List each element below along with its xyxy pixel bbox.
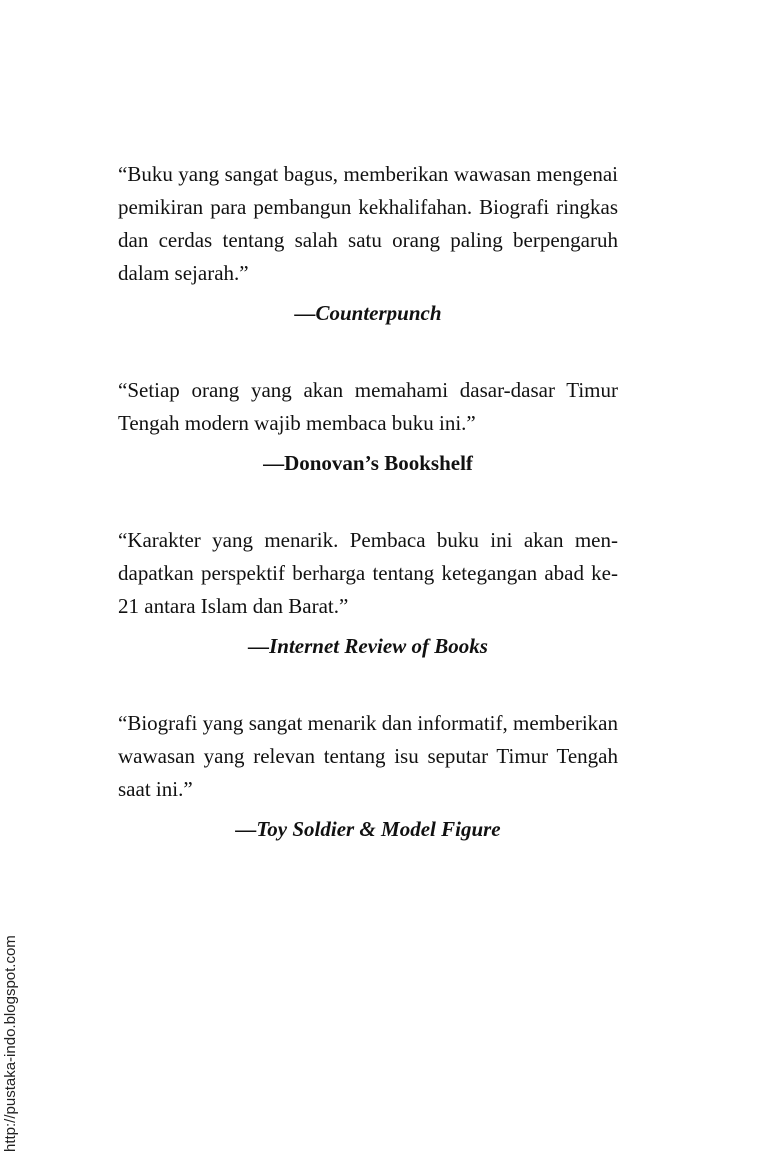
review-blurb — [118, 158, 618, 328]
review-source — [118, 631, 618, 661]
review-source-name: —Internet Review of Books — [248, 634, 488, 658]
review-source — [118, 814, 618, 844]
review-source-name: —Toy Soldier & Model Figure — [235, 817, 501, 841]
review-quote: “Setiap orang yang akan memahami dasar-dasar Timur Tengah modern wajib membaca buku ini.” — [118, 378, 618, 435]
review-quote: “Karakter yang menarik. Pembaca buku ini akan men-dapatkan perspektif berharga tentang ketegangan abad ke-21 antara Islam dan Barat.” — [118, 528, 618, 618]
watermark-url: http://pustaka-indo.blogspot.com — [2, 935, 19, 1152]
review-blurb — [118, 374, 618, 478]
review-blurbs — [118, 158, 618, 890]
review-source-name: —Donovan’s Bookshelf — [263, 451, 473, 475]
review-quote: “Buku yang sangat bagus, memberikan wawasan mengenai pemikiran para pembangun kekhalifahan. Biografi ringkas dan cerdas tentang salah satu orang paling berpengaruh dalam sejarah.” — [118, 162, 618, 285]
review-blurb — [118, 707, 618, 844]
review-source — [118, 298, 618, 328]
review-quote: “Biografi yang sangat menarik dan informatif, memberikan wawasan yang relevan tentang isu seputar Timur Tengah saat ini.” — [118, 711, 618, 801]
review-blurb — [118, 524, 618, 661]
review-source-name: —Counterpunch — [294, 301, 442, 325]
review-source — [118, 448, 618, 478]
